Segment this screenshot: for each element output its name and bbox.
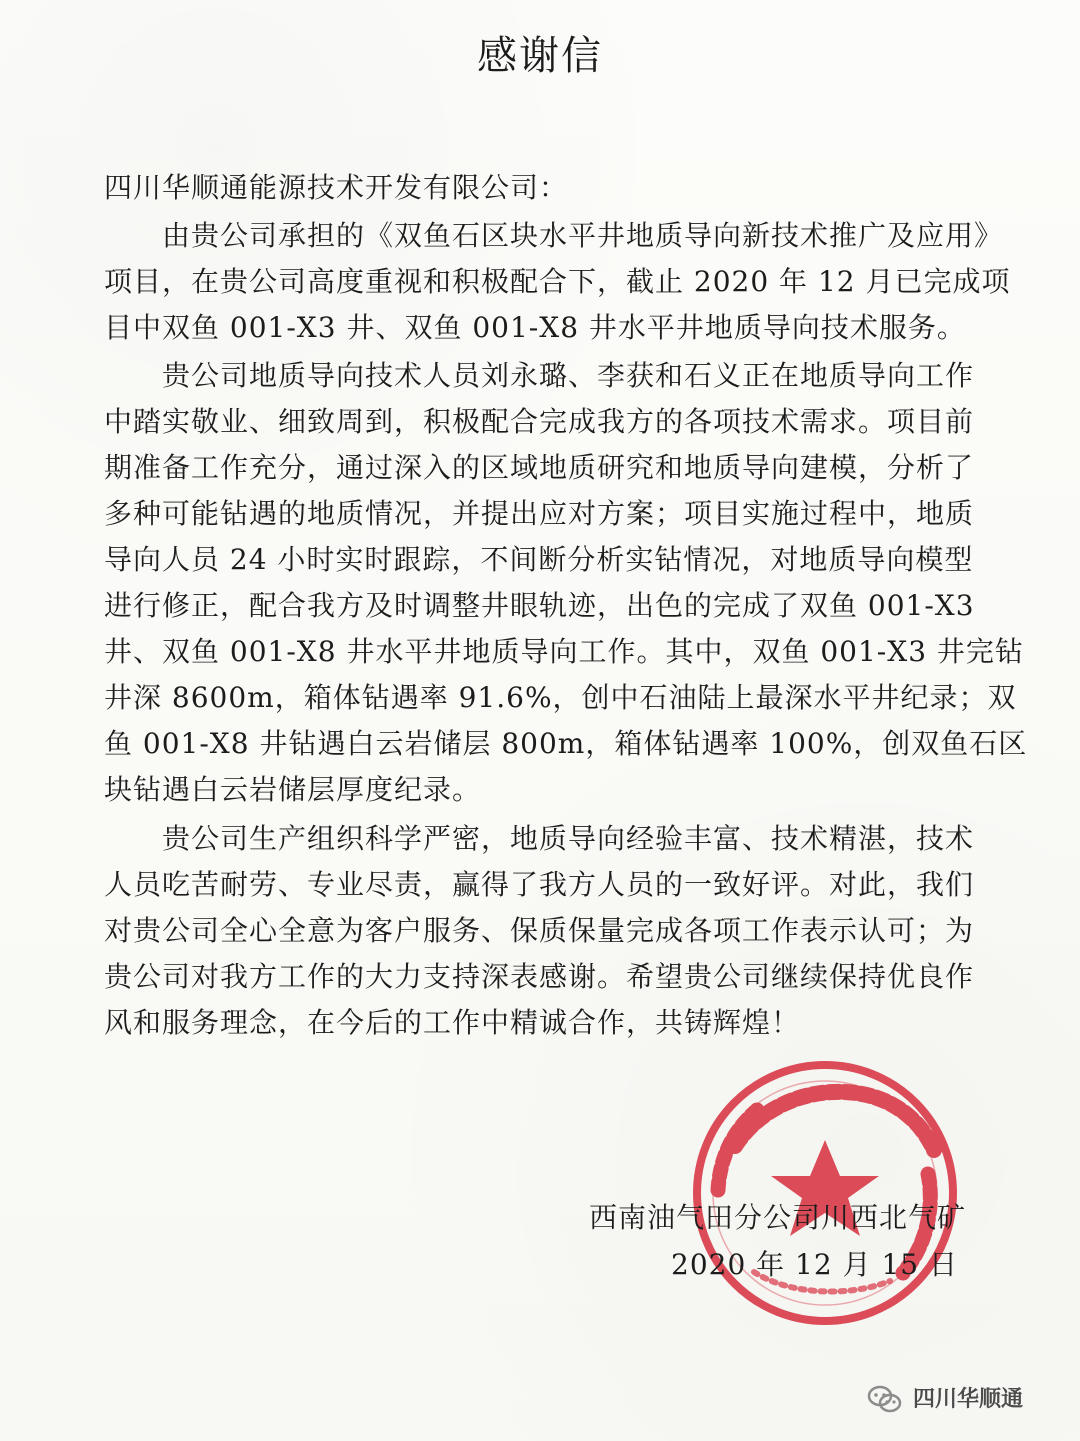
body-line: 由贵公司承担的《双鱼石区块水平井地质导向新技术推广及应用》: [104, 219, 1004, 252]
body-line: 项目，在贵公司高度重视和积极配合下，截止 2020 年 12 月已完成项: [104, 265, 1011, 298]
page-title: 感谢信: [477, 33, 603, 79]
body-line: 贵公司地质导向技术人员刘永璐、李获和石义正在地质导向工作: [104, 359, 975, 392]
signature-organization: 西南油气田分公司川西北气矿: [589, 1201, 967, 1234]
body-line: 人员吃苦耐劳、专业尽责，赢得了我方人员的一致好评。对此，我们: [104, 868, 975, 901]
watermark-text: 四川华顺通: [913, 1386, 1024, 1411]
body-line: 鱼 001-X8 井钻遇白云岩储层 800m，箱体钻遇率 100%，创双鱼石区: [104, 727, 1028, 760]
official-seal-icon: [680, 1048, 970, 1338]
body-line: 块钻遇白云岩储层厚度纪录。: [104, 773, 482, 806]
body-line: 中踏实敬业、细致周到，积极配合完成我方的各项技术需求。项目前: [104, 405, 975, 438]
body-line: 贵公司生产组织科学严密，地质导向经验丰富、技术精湛，技术: [104, 822, 975, 855]
body-line: 进行修正，配合我方及时调整井眼轨迹，出色的完成了双鱼 001-X3: [104, 589, 975, 622]
signature-date: 2020 年 12 月 15 日: [671, 1248, 959, 1281]
body-line: 多种可能钻遇的地质情况，并提出应对方案；项目实施过程中，地质: [104, 497, 975, 530]
body-line: 井深 8600m，箱体钻遇率 91.6%，创中石油陆上最深水平井纪录；双: [104, 681, 1017, 714]
body-line: 贵公司对我方工作的大力支持深表感谢。希望贵公司继续保持优良作: [104, 960, 975, 993]
body-line: 目中双鱼 001-X3 井、双鱼 001-X8 井水平井地质导向技术服务。: [104, 311, 966, 344]
body-line: 导向人员 24 小时实时跟踪，不间断分析实钻情况，对地质导向模型: [104, 543, 974, 576]
body-line: 对贵公司全心全意为客户服务、保质保量完成各项工作表示认可；为: [104, 914, 975, 947]
body-line: 期准备工作充分，通过深入的区域地质研究和地质导向建模，分析了: [104, 451, 975, 484]
watermark: [865, 1380, 1045, 1420]
recipient-line: 四川华顺通能源技术开发有限公司：: [104, 171, 569, 204]
wechat-icon: [865, 1383, 905, 1417]
body-line: 风和服务理念，在今后的工作中精诚合作，共铸辉煌！: [104, 1006, 801, 1039]
body-line: 井、双鱼 001-X8 井水平井地质导向工作。其中，双鱼 001-X3 井完钻: [104, 635, 1024, 668]
